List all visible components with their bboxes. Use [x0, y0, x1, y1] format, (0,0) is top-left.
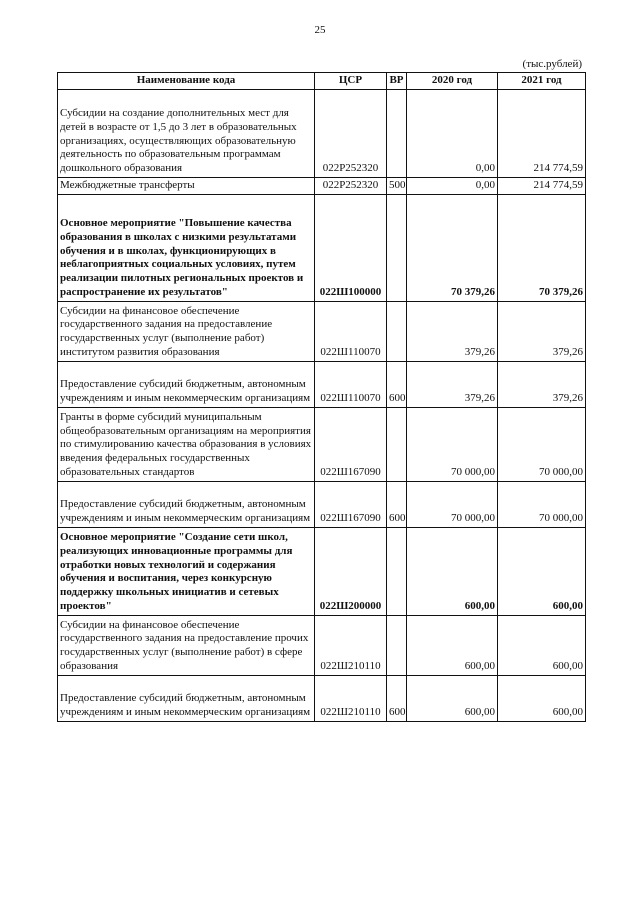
- row-vr: [387, 407, 407, 481]
- row-name: Основное мероприятие "Создание сети школ, реализующих инновационные программы для отработки новых технологий и содержания обучения и воспитания, через конкурсную поддержку школьных инициатив и сетевых проектов": [58, 527, 315, 615]
- row-csr: 022Ш110070: [315, 301, 387, 361]
- row-name: Предоставление субсидий бюджетным, автономным учреждениям и иным некоммерческим организациям: [58, 361, 315, 407]
- row-name: Гранты в форме субсидий муниципальным общеобразовательным организациям на мероприятия по стимулированию качества образования в условиях введения федеральных государственных образовательных стандартов: [58, 407, 315, 481]
- row-2020: 379,26: [407, 301, 498, 361]
- table-row: [58, 675, 586, 721]
- table-row: [58, 615, 586, 675]
- row-2021: 70 000,00: [498, 407, 586, 481]
- table-row: [58, 481, 586, 527]
- table-row: [58, 89, 586, 177]
- row-name: Основное мероприятие "Повышение качества образования в школах с низкими результатами обучения и в школах, функционирующих в неблагоприятных социальных условиях, путем реализации пилотных региональных проектов и распространение их результатов": [58, 194, 315, 301]
- budget-table: [57, 72, 586, 722]
- row-csr: 022Ш210110: [315, 675, 387, 721]
- row-2020: 70 379,26: [407, 194, 498, 301]
- row-name: Предоставление субсидий бюджетным, автономным учреждениям и иным некоммерческим организациям: [58, 481, 315, 527]
- row-name: Субсидии на финансовое обеспечение государственного задания на предоставление прочих государственных услуг (выполнение работ) в сфере образования: [58, 615, 315, 675]
- row-name: Межбюджетные трансферты: [58, 177, 315, 194]
- row-csr: 022P252320: [315, 177, 387, 194]
- header-vr: ВР: [387, 73, 407, 90]
- row-2020: 70 000,00: [407, 481, 498, 527]
- row-vr: 500: [387, 177, 407, 194]
- units-note: (тыс.рублей): [522, 58, 582, 70]
- row-vr: 600: [387, 361, 407, 407]
- row-2020: 600,00: [407, 675, 498, 721]
- row-2021: 379,26: [498, 361, 586, 407]
- row-csr: 022Ш167090: [315, 481, 387, 527]
- row-vr: 600: [387, 675, 407, 721]
- table-row: [58, 301, 586, 361]
- row-2020: 70 000,00: [407, 407, 498, 481]
- row-2020: 379,26: [407, 361, 498, 407]
- row-vr: 600: [387, 481, 407, 527]
- row-csr: 022P252320: [315, 89, 387, 177]
- table-row: [58, 361, 586, 407]
- table-row: [58, 527, 586, 615]
- row-2021: 600,00: [498, 615, 586, 675]
- row-2021: 600,00: [498, 675, 586, 721]
- row-csr: 022Ш210110: [315, 615, 387, 675]
- page-number: 25: [314, 24, 326, 36]
- table-row: [58, 407, 586, 481]
- table-header-row: [58, 73, 586, 90]
- row-2020: 0,00: [407, 89, 498, 177]
- row-vr: [387, 194, 407, 301]
- table-row: [58, 177, 586, 194]
- header-name: Наименование кода: [58, 73, 315, 90]
- row-2020: 600,00: [407, 527, 498, 615]
- header-2021: 2021 год: [498, 73, 586, 90]
- row-name: Субсидии на финансовое обеспечение государственного задания на предоставление государственных услуг (выполнение работ) институтом развития образования: [58, 301, 315, 361]
- header-2020: 2020 год: [407, 73, 498, 90]
- row-2021: 600,00: [498, 527, 586, 615]
- row-name: Субсидии на создание дополнительных мест для детей в возрасте от 1,5 до 3 лет в образовательных организациях, осуществляющих образовательную деятельность по образовательным программам дошкольного образования: [58, 89, 315, 177]
- row-vr: [387, 301, 407, 361]
- row-vr: [387, 615, 407, 675]
- row-2021: 214 774,59: [498, 89, 586, 177]
- row-2021: 70 379,26: [498, 194, 586, 301]
- row-2021: 70 000,00: [498, 481, 586, 527]
- row-2020: 600,00: [407, 615, 498, 675]
- row-name: Предоставление субсидий бюджетным, автономным учреждениям и иным некоммерческим организациям: [58, 675, 315, 721]
- row-2021: 379,26: [498, 301, 586, 361]
- row-csr: 022Ш200000: [315, 527, 387, 615]
- row-csr: 022Ш110070: [315, 361, 387, 407]
- row-csr: 022Ш167090: [315, 407, 387, 481]
- table-row: [58, 194, 586, 301]
- row-2021: 214 774,59: [498, 177, 586, 194]
- row-csr: 022Ш100000: [315, 194, 387, 301]
- row-2020: 0,00: [407, 177, 498, 194]
- row-vr: [387, 527, 407, 615]
- header-csr: ЦСР: [315, 73, 387, 90]
- row-vr: [387, 89, 407, 177]
